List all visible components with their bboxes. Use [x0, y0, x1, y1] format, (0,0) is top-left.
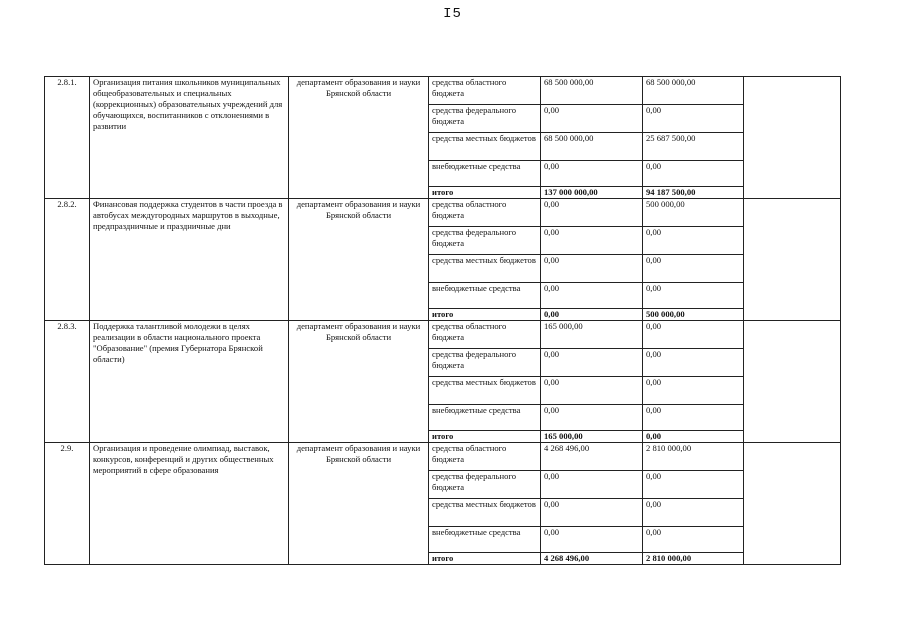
- amount-actual: 0,00: [643, 105, 744, 133]
- funding-source-label: средства местных бюджетов: [429, 255, 541, 283]
- funding-source-label: средства областного бюджета: [429, 199, 541, 227]
- amount-actual: 0,00: [643, 227, 744, 255]
- funding-source-label: внебюджетные средства: [429, 283, 541, 309]
- amount-planned: 68 500 000,00: [541, 77, 643, 105]
- table-row: [45, 199, 841, 227]
- amount-actual: 0,00: [643, 499, 744, 527]
- table-row: [45, 77, 841, 105]
- funding-source-label: средства областного бюджета: [429, 77, 541, 105]
- funding-source-label: внебюджетные средства: [429, 405, 541, 431]
- total-actual: 500 000,00: [643, 309, 744, 321]
- total-actual: 2 810 000,00: [643, 553, 744, 565]
- amount-actual: 0,00: [643, 161, 744, 187]
- table-row: [45, 321, 841, 349]
- total-label: итого: [429, 553, 541, 565]
- amount-planned: 0,00: [541, 405, 643, 431]
- amount-actual: 0,00: [643, 377, 744, 405]
- amount-planned: 0,00: [541, 199, 643, 227]
- amount-actual: 0,00: [643, 283, 744, 309]
- amount-actual: 2 810 000,00: [643, 443, 744, 471]
- amount-planned: 68 500 000,00: [541, 133, 643, 161]
- total-planned: 137 000 000,00: [541, 187, 643, 199]
- amount-planned: 4 268 496,00: [541, 443, 643, 471]
- funding-source-label: средства федерального бюджета: [429, 349, 541, 377]
- funding-source-label: средства федерального бюджета: [429, 105, 541, 133]
- total-actual: 0,00: [643, 431, 744, 443]
- notes-cell: [744, 443, 841, 565]
- amount-actual: 500 000,00: [643, 199, 744, 227]
- amount-planned: 0,00: [541, 105, 643, 133]
- item-title: Поддержка талантливой молодежи в целях реализации в области национального проекта "Образование" (премия Губернатора Брянской области): [90, 321, 289, 443]
- amount-actual: 0,00: [643, 321, 744, 349]
- amount-planned: 0,00: [541, 255, 643, 283]
- page-number: I5: [443, 6, 462, 22]
- item-number: 2.8.2.: [45, 199, 90, 321]
- amount-actual: 68 500 000,00: [643, 77, 744, 105]
- funding-source-label: средства федерального бюджета: [429, 471, 541, 499]
- funding-source-label: средства федерального бюджета: [429, 227, 541, 255]
- notes-cell: [744, 321, 841, 443]
- item-title: Организация питания школьников муниципальных общеобразовательных и специальных (коррекционных) образовательных учреждений для обучающихся, воспитанников с отклонениями в развитии: [90, 77, 289, 199]
- budget-table: [44, 76, 841, 565]
- amount-actual: 0,00: [643, 471, 744, 499]
- amount-planned: 165 000,00: [541, 321, 643, 349]
- amount-planned: 0,00: [541, 499, 643, 527]
- total-planned: 4 268 496,00: [541, 553, 643, 565]
- item-number: 2.8.3.: [45, 321, 90, 443]
- amount-planned: 0,00: [541, 227, 643, 255]
- amount-actual: 0,00: [643, 405, 744, 431]
- funding-source-label: средства местных бюджетов: [429, 499, 541, 527]
- total-actual: 94 187 500,00: [643, 187, 744, 199]
- funding-source-label: средства областного бюджета: [429, 321, 541, 349]
- item-executor: департамент образования и науки Брянской области: [289, 443, 429, 565]
- item-executor: департамент образования и науки Брянской области: [289, 77, 429, 199]
- total-planned: 0,00: [541, 309, 643, 321]
- amount-planned: 0,00: [541, 161, 643, 187]
- amount-planned: 0,00: [541, 377, 643, 405]
- funding-source-label: средства местных бюджетов: [429, 133, 541, 161]
- total-label: итого: [429, 309, 541, 321]
- table-row: [45, 443, 841, 471]
- funding-source-label: средства местных бюджетов: [429, 377, 541, 405]
- funding-source-label: средства областного бюджета: [429, 443, 541, 471]
- item-number: 2.8.1.: [45, 77, 90, 199]
- total-planned: 165 000,00: [541, 431, 643, 443]
- amount-actual: 0,00: [643, 527, 744, 553]
- item-title: Финансовая поддержка студентов в части проезда в автобусах междугородных маршрутов в выходные, предпраздничные и праздничные дни: [90, 199, 289, 321]
- funding-source-label: внебюджетные средства: [429, 161, 541, 187]
- item-title: Организация и проведение олимпиад, выставок, конкурсов, конференций и других общественных мероприятий в сфере образования: [90, 443, 289, 565]
- amount-planned: 0,00: [541, 471, 643, 499]
- amount-planned: 0,00: [541, 527, 643, 553]
- amount-actual: 0,00: [643, 255, 744, 283]
- notes-cell: [744, 199, 841, 321]
- budget-table-body: [45, 77, 841, 565]
- funding-source-label: внебюджетные средства: [429, 527, 541, 553]
- total-label: итого: [429, 187, 541, 199]
- item-executor: департамент образования и науки Брянской области: [289, 321, 429, 443]
- notes-cell: [744, 77, 841, 199]
- amount-planned: 0,00: [541, 283, 643, 309]
- item-executor: департамент образования и науки Брянской области: [289, 199, 429, 321]
- amount-actual: 25 687 500,00: [643, 133, 744, 161]
- total-label: итого: [429, 431, 541, 443]
- amount-actual: 0,00: [643, 349, 744, 377]
- item-number: 2.9.: [45, 443, 90, 565]
- amount-planned: 0,00: [541, 349, 643, 377]
